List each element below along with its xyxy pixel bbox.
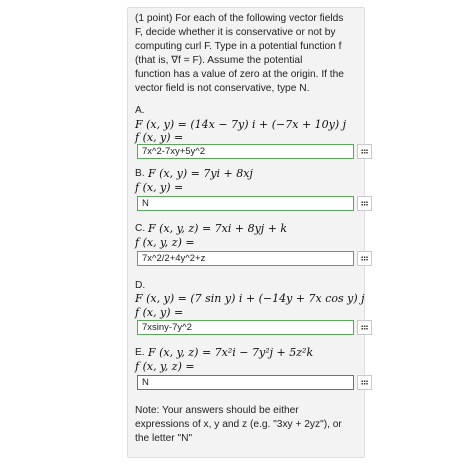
part-a-answer-prompt: f (x, y) = — [135, 131, 184, 144]
part-d-field-equation: F (x, y) = (7 sin y) i + (−14y + 7x cos y) j — [135, 292, 365, 305]
intro-line-5: function has a value of zero at the origin. If the — [135, 69, 344, 80]
equation-editor-icon[interactable] — [357, 375, 372, 390]
part-c-label: C. — [135, 223, 146, 234]
equation-editor-icon[interactable] — [357, 251, 372, 266]
equation-editor-icon[interactable] — [357, 144, 372, 159]
part-d-answer-input[interactable]: 7xsiny-7y^2 — [137, 320, 354, 335]
part-e-label: E. — [135, 347, 145, 358]
part-a-label: A. — [135, 105, 145, 116]
part-e-answer-prompt: f (x, y, z) = — [135, 360, 195, 373]
part-d-answer-prompt: f (x, y) = — [135, 306, 184, 319]
intro-line-2: F, decide whether it is conservative or not by — [135, 27, 336, 38]
part-a-field-equation: F (x, y) = (14x − 7y) i + (−7x + 10y) j — [135, 118, 347, 131]
intro-line-6: vector field is not conservative, type N. — [135, 83, 310, 94]
equation-editor-icon[interactable] — [357, 196, 372, 211]
part-e-field-equation: F (x, y, z) = 7x²i − 7y²j + 5z²k — [148, 346, 314, 359]
part-b-answer-prompt: f (x, y) = — [135, 181, 184, 194]
equation-editor-icon[interactable] — [357, 320, 372, 335]
intro-line-3: computing curl F. Type in a potential function f — [135, 41, 342, 52]
part-b-label: B. — [135, 168, 145, 179]
part-b-answer-input[interactable]: N — [137, 196, 354, 211]
part-e-answer-input[interactable]: N — [137, 375, 354, 390]
note-line-1: Note: Your answers should be either — [135, 405, 299, 416]
intro-line-1: (1 point) For each of the following vector fields — [135, 13, 344, 24]
intro-line-4: (that is, ∇f = F). Assume the potential — [135, 55, 303, 66]
note-line-3: the letter "N" — [135, 433, 193, 444]
part-c-answer-prompt: f (x, y, z) = — [135, 236, 195, 249]
part-d-label: D. — [135, 280, 146, 291]
part-a-answer-input[interactable]: 7x^2-7xy+5y^2 — [137, 144, 354, 159]
part-c-answer-input[interactable]: 7x^2/2+4y^2+z — [137, 251, 354, 266]
note-line-2: expressions of x, y and z (e.g. "3xy + 2yz"), or — [135, 419, 342, 430]
part-c-field-equation: F (x, y, z) = 7xi + 8yj + k — [148, 222, 288, 235]
part-b-field-equation: F (x, y) = 7yi + 8xj — [148, 167, 253, 180]
